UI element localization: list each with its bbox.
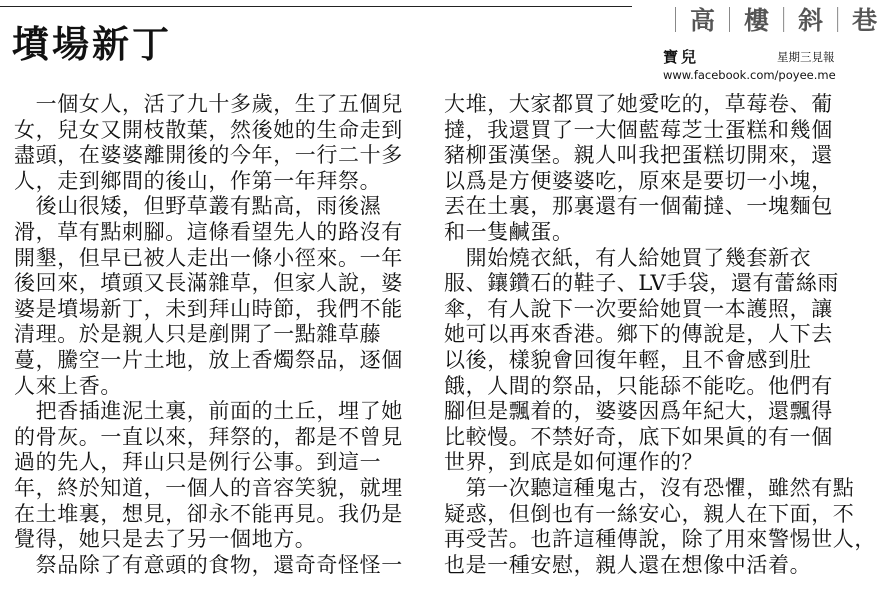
article-line: 開墾，但早已被人走出一條小徑來。一年 [14,245,403,270]
article-line: 蔓，騰空一片土地，放上香燭祭品，逐個 [14,347,403,372]
article-line: 人，走到鄉間的後山，作第一年拜祭。 [14,168,382,193]
publication-schedule: 星期三見報 [777,50,835,64]
article-line: 和一隻鹹蛋。 [444,219,574,244]
article-line: 的骨灰。一直以來，拜祭的，都是不曾見 [14,424,403,449]
article-line: 以後，樣貌會回復年輕，且不會感到肚 [444,347,812,372]
article-line: 腳但是飄着的，婆婆因爲年紀大，還飄得 [444,399,833,424]
article-line: 也是一種安慰，親人還在想像中活着。 [444,552,812,577]
article-line: 比較慢。不禁好奇，底下如果眞的有一個 [444,424,833,449]
article-line: 開始燒衣紙，有人給她買了幾套新衣 [444,245,812,270]
article-line: 丟在土裏，那裏還有一個葡撻、一塊麵包 [444,194,833,219]
article-line: 世界，到底是如何運作的？ [444,450,704,475]
article-line: 婆是墳場新丁，未到拜山時節，我們不能 [14,296,403,321]
article-line: 女，兒女又開枝散葉，然後她的生命走到 [14,117,403,142]
article-line: 過的先人，拜山只是例行公事。到這一 [14,450,382,475]
column-separator: ｜ [663,6,689,35]
article-line: 疑惑，但倒也有一絲安心，親人在下面，不 [444,501,855,526]
article-line: 一個女人，活了九十多歲，生了五個兒 [14,92,403,116]
column-separator: ｜ [717,6,743,35]
article-line: 餓，人間的祭品，只能舔不能吃。他們有 [444,373,833,398]
article-line: 豬柳蛋漢堡。親人叫我把蛋糕切開來，還 [444,143,833,168]
author-url: www.facebook.com/poyee.me [663,68,836,82]
top-rule [0,6,632,7]
column-separator: ｜ [771,6,797,35]
column-name-char: 高 [690,6,716,35]
article-column-left [14,92,429,578]
article-line: 撻，我還買了一大個藍莓芝士蛋糕和幾個 [444,117,833,142]
article-line: 以爲是方便婆婆吃，原來是要切一小塊， [444,168,833,193]
article-title: 墳場新丁 [12,22,172,66]
column-name-char: 樓 [744,6,770,35]
article-line: 再受苦。也許這種傳說，除了用來警惕世人， [444,527,876,552]
article-line: 人來上香。 [14,373,122,398]
article-line: 服、鑲鑽石的鞋子、LV手袋，還有蕾絲雨 [444,271,840,296]
author-name: 寶兒 [663,48,700,66]
column-separator: ｜ [825,6,851,35]
article-line: 後回來，墳頭又長滿雜草，但家人說，婆 [14,271,403,296]
article-line: 祭品除了有意頭的食物，還奇奇怪怪一 [14,552,403,577]
article-line: 盡頭，在婆婆離開後的今年，一行二十多 [14,143,403,168]
article-line: 她可以再來香港。鄉下的傳說是，人下去 [444,322,833,347]
article-line: 覺得，她只是去了另一個地方。 [14,527,317,552]
article-line: 大堆，大家都買了她愛吃的，草莓卷、葡 [444,92,833,116]
article-line: 滑，草有點刺腳。這條看望先人的路沒有 [14,219,403,244]
article-line: 把香插進泥土裏，前面的土丘，埋了她 [14,399,403,424]
article-line: 清理。於是親人只是剷開了一點雜草藤 [14,322,382,347]
column-name [661,4,877,38]
column-name-char: 巷 [852,6,877,35]
article-line: 後山很矮，但野草叢有點高，雨後濕 [14,194,382,219]
article-line: 第一次聽這種鬼古，沒有恐懼，雖然有點 [444,475,855,500]
article-line: 傘，有人說下一次要給她買一本護照，讓 [444,296,833,321]
column-name-char: 斜 [798,6,824,35]
article-line: 在土堆裏，想見，卻永不能再見。我仍是 [14,501,403,526]
article-line: 年，終於知道，一個人的音容笑貌，就埋 [14,475,403,500]
article-column-right [444,92,876,578]
